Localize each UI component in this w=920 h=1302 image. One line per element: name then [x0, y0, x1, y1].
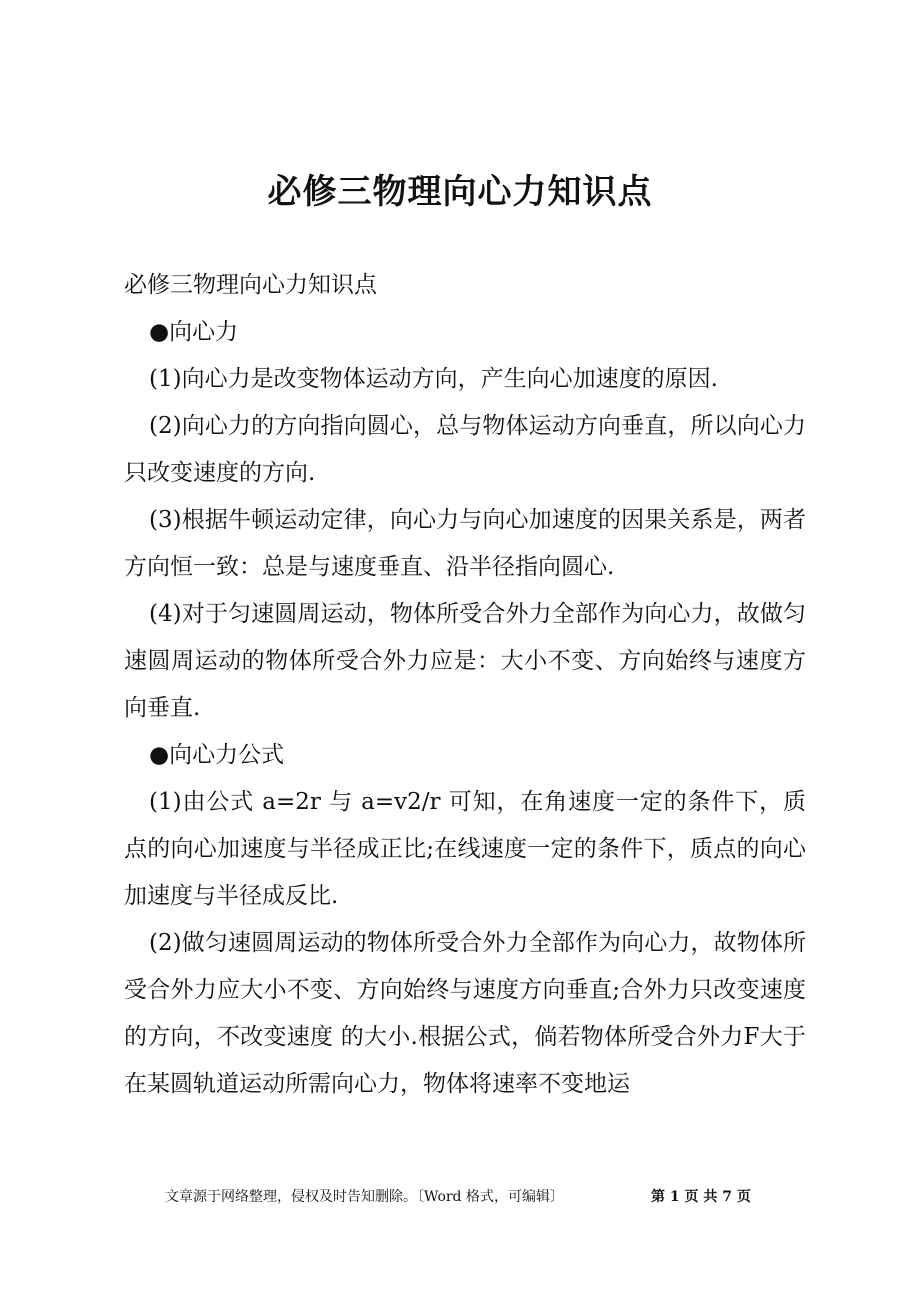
paragraph-formula-2: (2)做匀速圆周运动的物体所受合外力全部作为向心力，故物体所受合外力应大小不变、方向始终与速度方向垂直;合外力只改变速度的方向，不改变速度 的大小.根据公式，倘若物体所受合外力F大于在某圆轨道运动所需向心力，物体将速率不变地运 [124, 930, 806, 1097]
paragraph-point-4: (4)对于匀速圆周运动，物体所受合外力全部作为向心力，故做匀速圆周运动的物体所受合外力应是：大小不变、方向始终与速度方向垂直. [124, 601, 806, 721]
paragraph-point-3: (3)根据牛顿运动定律，向心力与向心加速度的因果关系是，两者方向恒一致：总是与速度垂直、沿半径指向圆心. [124, 507, 806, 580]
footer-notice: 文章源于网络整理，侵权及时告知删除。〔Word 格式，可编辑〕 [165, 1189, 564, 1205]
footer-page-number: 第 1 页 共 7 页 [651, 1189, 751, 1205]
section-heading-centripetal-force: ●向心力 [149, 319, 239, 345]
paragraph-heading: 必修三物理向心力知识点 [124, 272, 377, 298]
paragraph-formula-1: (1)由公式 a=2r 与 a=v2/r 可知，在角速度一定的条件下，质点的向心加速度与半径成正比;在线速度一定的条件下，质点的向心加速度与半径成反比. [124, 789, 806, 909]
paragraph-point-2: (2)向心力的方向指向圆心，总与物体运动方向垂直，所以向心力只改变速度的方向. [124, 413, 806, 486]
document-body [124, 262, 806, 1108]
section-heading-formula: ●向心力公式 [149, 742, 285, 768]
paragraph-point-1: (1)向心力是改变物体运动方向，产生向心加速度的原因. [149, 366, 718, 392]
document-title: 必修三物理向心力知识点 [267, 172, 653, 212]
